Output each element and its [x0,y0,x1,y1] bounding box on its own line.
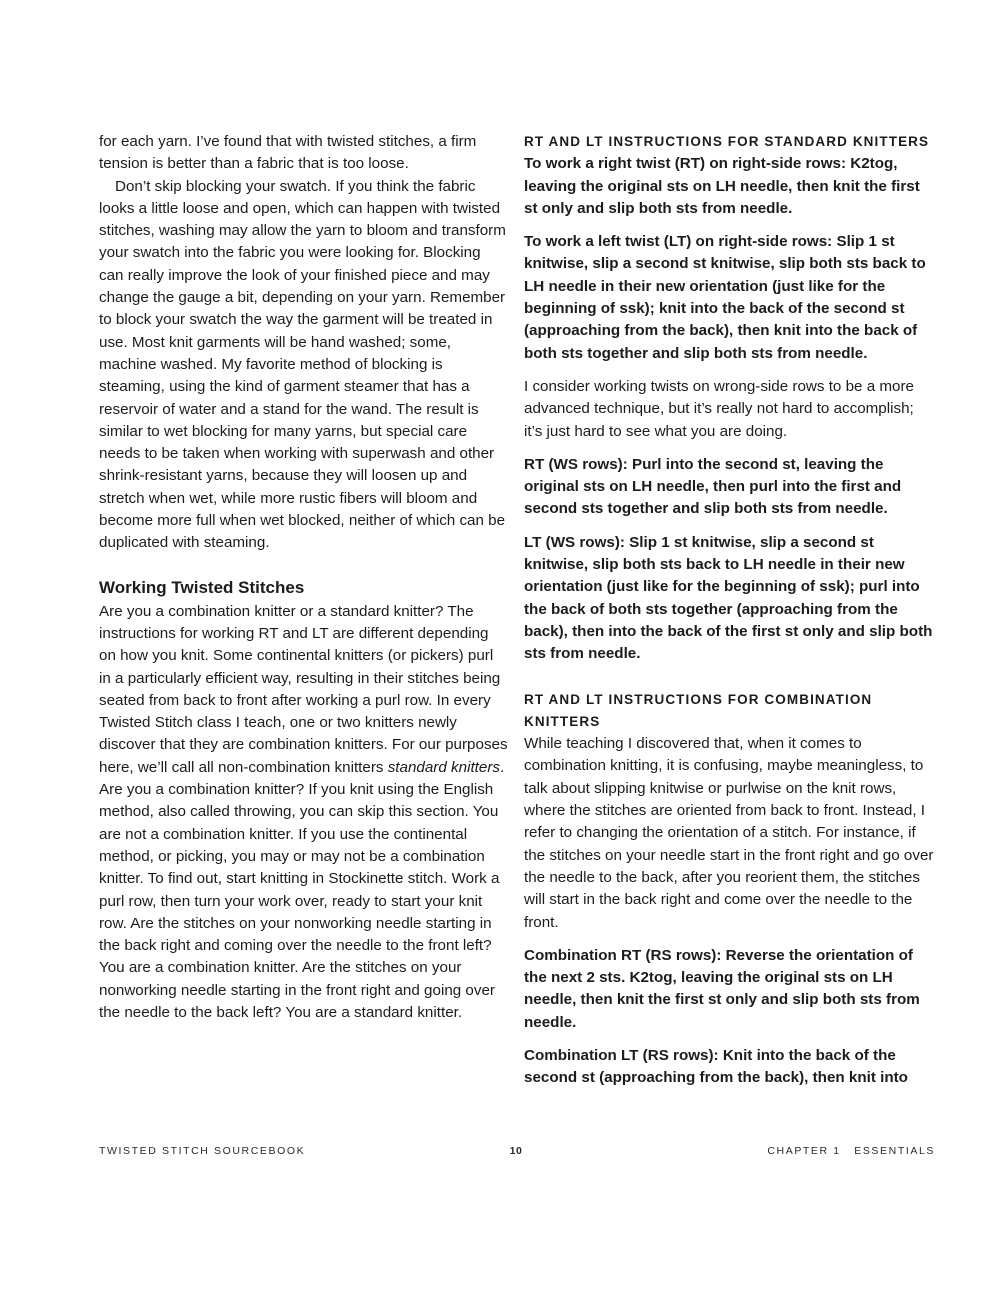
left-paragraph-3 [99,601,509,1025]
left-paragraph-2: Don’t skip blocking your swatch. If you think the fabric looks a little loose and open, which can happen with twisted stitches, washing may allow the yarn to bloom and transform your swatch into the fabric you were looking for. Blocking can really improve the look of your finished piece and may change the gauge a bit, depending on your yarn. Remember to block your swatch the way the garment will be treated in use. Most knit garments will be hand washed; some, machine washed. My favorite method of blocking is steaming, using the kind of garment steamer that has a reservoir of water and a stand for the wand. The result is similar to wet blocking for many yarns, but special care needs to be taken when working with superwash and other shrink-resistant yarns, because they will loosen up and stretch when wet, while more rustic fibers will bloom and become more full when wet blocked, neither of which can be duplicated with steaming. [99,177,506,552]
heading-combination-knitters: RT AND LT INSTRUCTIONS FOR COMBINATION KNITTERS [524,691,873,729]
lt-ws-instruction: LT (WS rows): Slip 1 st knitwise, slip a second st knitwise, slip both sts back to LH needle in their new orientation (just like for the beginning of ssk); purl into the back of both sts together (approaching from the back), then into the back of the first st only and slip both sts from needle. [524,533,933,663]
left-paragraph-1: for each yarn. I’ve found that with twisted stitches, a firm tension is better than a fabric that is too loose. [99,133,477,173]
combination-intro: While teaching I discovered that, when it comes to combination knitting, it is confusing, maybe meaningless, to talk about slipping knitwise or purlwise on the knit rows, where the stitches are oriented from back to front. Instead, I refer to changing the orientation of a stitch. For instance, if the stitches on your needle start in the front right and go over the needle to the back, after you reorient them, the stitches will start in the back right and come over the needle to the front. [524,735,934,931]
left-column [99,131,509,1024]
para3-emphasis: standard knitters [387,758,500,776]
section-heading-working-twisted-stitches: Working Twisted Stitches [99,577,305,597]
rt-standard-instruction: To work a right twist (RT) on right-side rows: K2tog, leaving the original sts on LH needle, then knit the first st only and slip both sts from needle. [524,155,920,217]
wrong-side-intro: I consider working twists on wrong-side rows to be a more advanced technique, but it’s really not hard to accomplish; it’s just hard to see what you are doing. [524,377,914,440]
page-number: 10 [509,1145,523,1157]
footer-chapter-text: CHAPTER 1 ESSENTIALS [767,1145,935,1157]
rt-ws-instruction: RT (WS rows): Purl into the second st, leaving the original sts on LH needle, then purl into the first and second sts together and slip both sts from needle. [524,455,902,518]
footer-chapter [767,1143,935,1159]
footer-book-title: TWISTED STITCH SOURCEBOOK [99,1145,306,1157]
right-column [524,131,936,1090]
para3-text-end: . Are you a combination knitter? If you knit using the English method, also called throwing, you can skip this section. You are not a combination knitter. If you use the continental method, or picking, you may or may not be a combination knitter. To find out, start knitting in Stockinette stitch. Work a purl row, then turn your work over, ready to start your knit row. Are the stitches on your nonworking needle starting in the back right and coming over the needle to the front left? You are a combination knitter. Are the stitches on your nonworking needle starting in the front right and going over the needle to the back left? You are a standard knitter. [99,758,505,1021]
combination-rt-instruction: Combination RT (RS rows): Reverse the orientation of the next 2 sts. K2tog, leaving the original sts on LH needle, then knit the first st only and slip both sts from needle. [524,946,920,1031]
heading-standard-knitters: RT AND LT INSTRUCTIONS FOR STANDARD KNITTERS [524,134,930,149]
para3-text-start: Are you a combination knitter or a standard knitter? The instructions for working RT and LT are different depending on how you knit. Some continental knitters (or pickers) purl in a particularly efficient way, resulting in their stitches being seated from back to front after working a purl row. In every Twisted Stitch class I teach, one or two knitters newly discover that they are combination knitters. For our purposes here, we’ll call all non-combination knitters [99,602,508,776]
combination-lt-instruction: Combination LT (RS rows): Knit into the back of the second st (approaching from the back), then knit into [524,1046,908,1087]
lt-standard-instruction: To work a left twist (LT) on right-side rows: Slip 1 st knitwise, slip a second st knitwise, slip both sts back to LH needle in their new orientation (just like for the beginning of ssk); knit into the back of the second st (approaching from the back), then knit into the back of both sts together and slip both sts from needle. [524,233,926,362]
